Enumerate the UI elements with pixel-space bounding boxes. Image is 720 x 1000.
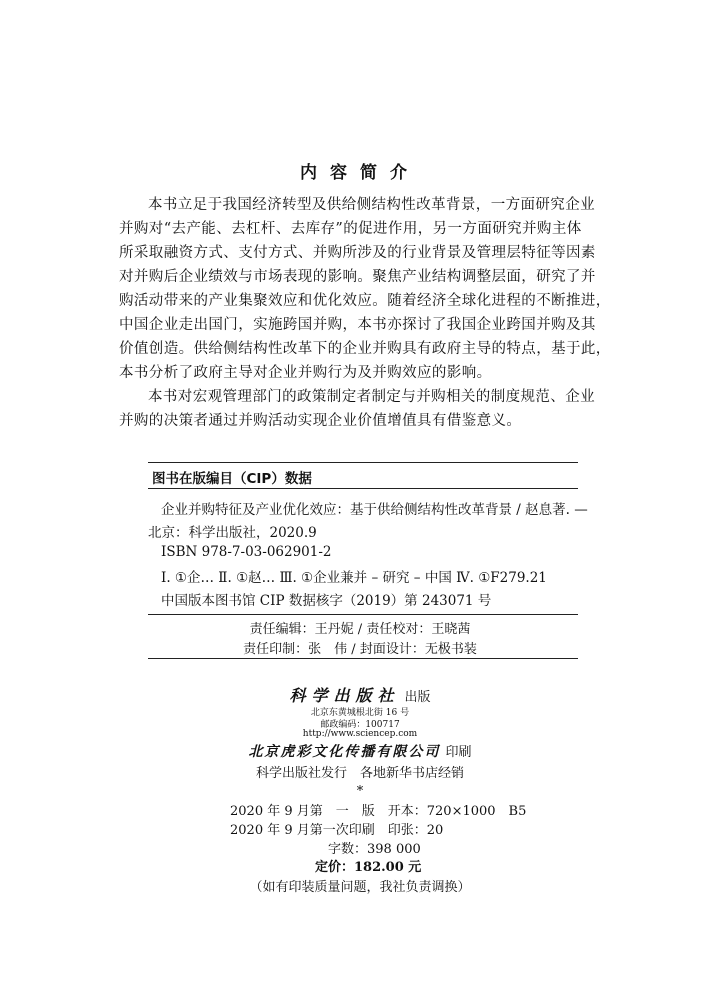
printer-name: 北京虎彩文化传播有限公司 (248, 744, 441, 760)
separator-star: * (356, 784, 364, 799)
publisher-name: 科学出版社 (289, 686, 400, 705)
publisher-website: http://www.sciencep.com (302, 729, 418, 739)
price: 定价：182.00 元 (315, 860, 422, 875)
intro-line: 本书分析了政府主导对企业并购行为及并购效应的影响。 (119, 365, 492, 381)
cip-publisher-line: 北京：科学出版社，2020.9 (148, 525, 317, 541)
intro-line: 并购对“去产能、去杠杆、去库存”的促进作用，另一方面研究并购主体 (119, 221, 582, 237)
cip-isbn: ISBN 978-7-03-062901-2 (161, 544, 332, 560)
intro-line: 本书立足于我国经济转型及供给侧结构性改革背景，一方面研究企业 (148, 197, 595, 213)
cip-record-number: 中国版本图书馆 CIP 数据核字（2019）第 243071 号 (161, 593, 492, 609)
word-count: 字数：398 000 (328, 842, 421, 857)
cip-classification: Ⅰ. ①企… Ⅱ. ①赵… Ⅲ. ①企业兼并 – 研究 – 中国 Ⅳ. ①F279.21 (161, 570, 547, 586)
edition-printing: 2020 年 9 月第一次印刷 印张：20 (230, 823, 444, 838)
publisher-postcode: 邮政编码：100717 (320, 720, 400, 730)
publisher-address: 北京东黄城根北街 16 号 (310, 708, 410, 718)
printer-suffix: 印刷 (445, 745, 472, 760)
intro-line: 并购的决策者通过并购活动实现企业价值增值具有借鉴意义。 (119, 413, 522, 429)
cip-bottom-rule (148, 614, 578, 615)
edition-first: 2020 年 9 月第 一 版 开本：720×1000 B5 (230, 804, 527, 819)
quality-notice: （如有印装质量问题，我社负责调换） (249, 880, 471, 895)
intro-line: 所采取融资方式、支付方式、并购所涉及的行业背景及管理层特征等因素 (119, 245, 596, 261)
intro-line: 中国企业走出国门，实施跨国并购，本书亦探讨了我国企业跨国并购及其 (119, 317, 596, 333)
intro-line: 对并购后企业绩效与市场表现的影响。聚焦产业结构调整层面，研究了并 (119, 269, 596, 285)
intro-line: 购活动带来的产业集聚效应和优化效应。随着经济全球化进程的不断推进， (119, 293, 611, 309)
distribution: 科学出版社发行 各地新华书店经销 (255, 766, 464, 781)
credits-production: 责任印制：张 伟 / 封面设计：无极书装 (243, 642, 477, 657)
publisher-line (0, 683, 720, 706)
intro-line: 价值创造。供给侧结构性改革下的企业并购具有政府主导的特点，基于此， (119, 341, 611, 357)
cip-heading-rule (148, 488, 578, 489)
publisher-suffix: 出版 (404, 690, 431, 705)
printer-line (0, 741, 720, 761)
cip-title-line: 企业并购特征及产业优化效应：基于供给侧结构性改革背景 / 赵息著. — (161, 502, 588, 518)
credits-editors: 责任编辑：王丹妮 / 责任校对：王晓茜 (249, 622, 471, 637)
credits-bottom-rule (148, 658, 578, 659)
cip-heading: 图书在版编目（CIP）数据 (152, 471, 312, 487)
intro-title: 内容简介 (300, 163, 420, 183)
cip-top-rule (148, 462, 578, 463)
intro-line: 本书对宏观管理部门的政策制定者制定与并购相关的制度规范、企业 (148, 389, 595, 405)
